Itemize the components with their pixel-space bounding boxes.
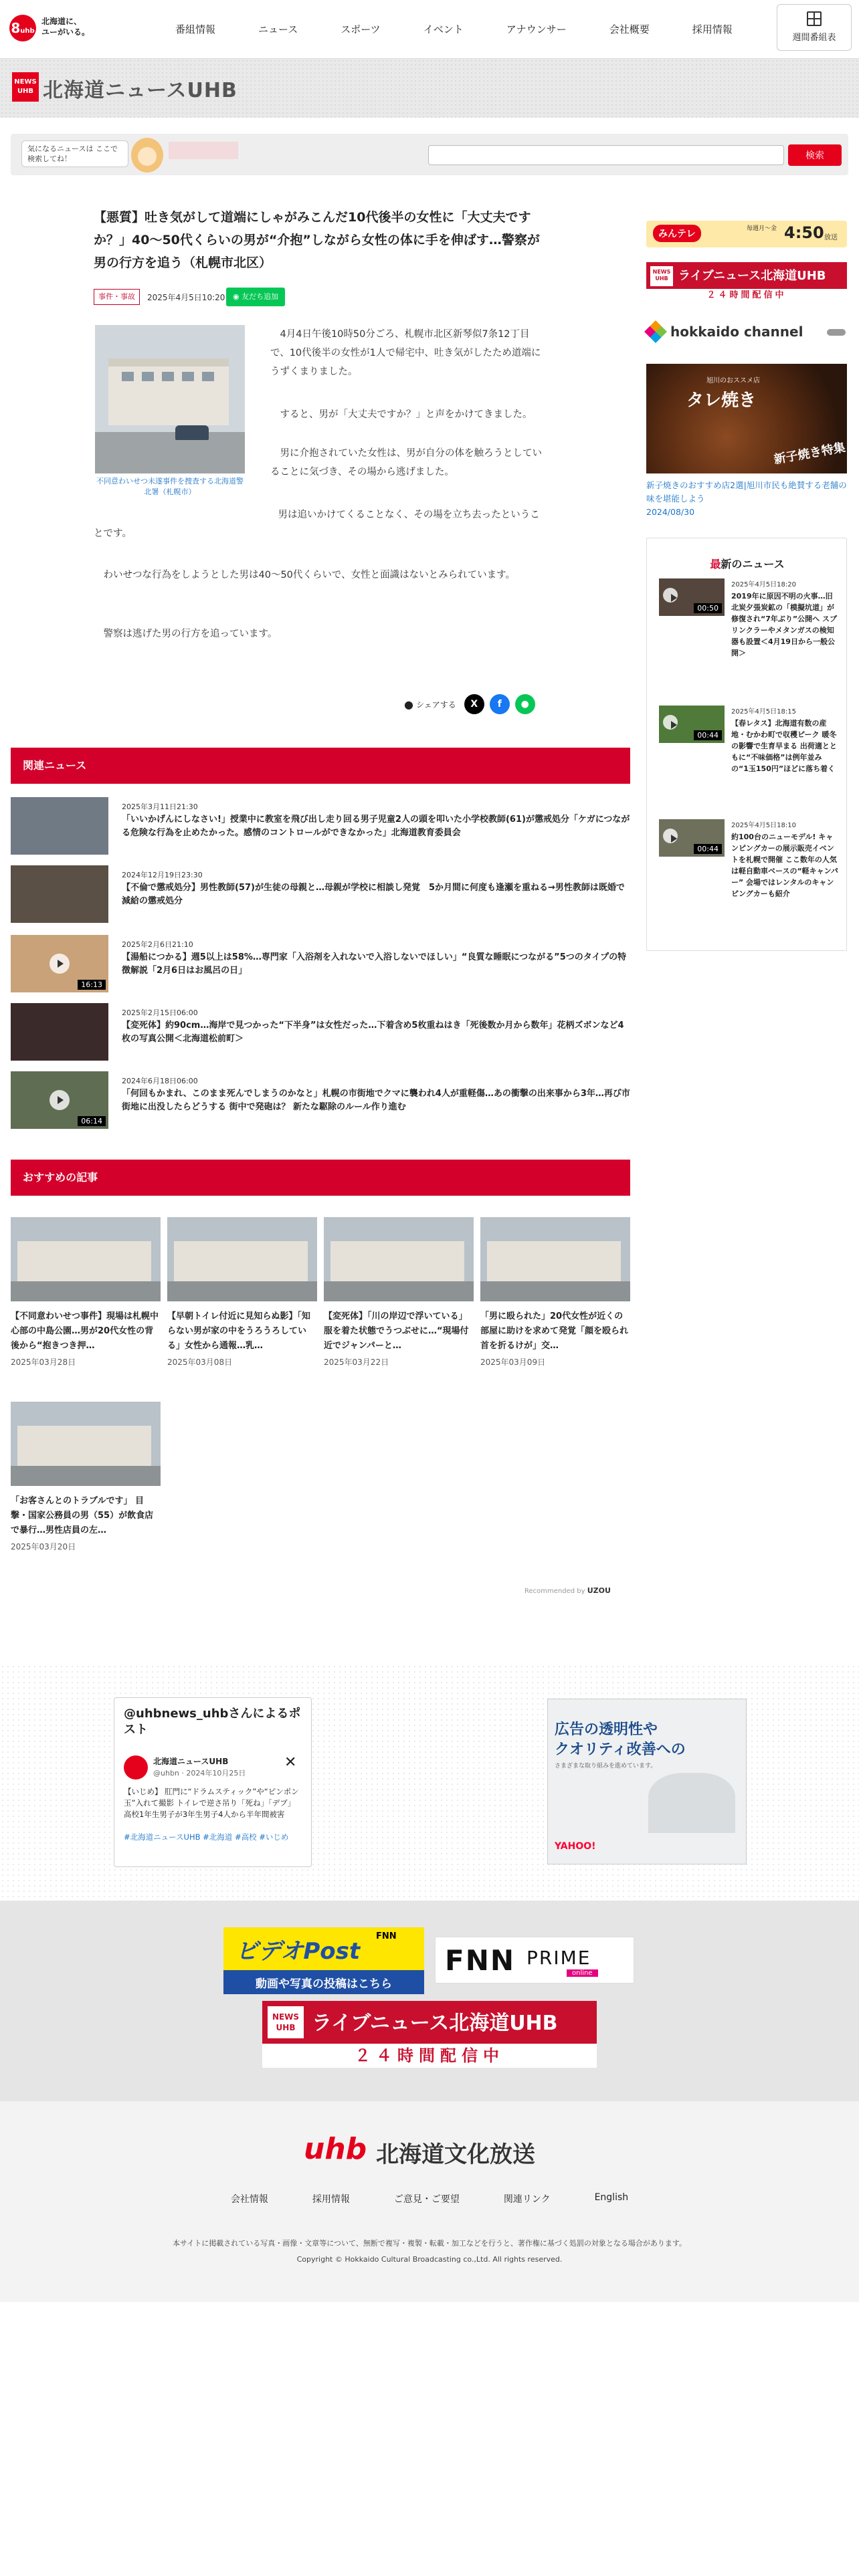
- related-heading: 関連ニュース: [11, 748, 630, 784]
- videopost-title: ビデオPost: [235, 1938, 361, 1965]
- recommended-date: 2025年03月28日: [11, 1358, 76, 1367]
- share-bubble-icon: ●: [404, 697, 413, 711]
- latest-heading-rest: 新のニュース: [721, 558, 785, 570]
- category-tag[interactable]: 事件・事故: [94, 289, 140, 305]
- mascot-icon: [131, 138, 163, 173]
- live-sub-large: ２４時間配信中: [262, 2044, 597, 2068]
- article-paragraph-5: わいせつな行為をしようとした男は40～50代くらいで、女性と面識はないとみられています。: [103, 570, 515, 580]
- hokkaido-channel-title: hokkaido channel: [670, 324, 803, 340]
- photo-road: [95, 432, 245, 473]
- recommended-title[interactable]: 【早朝トイレ付近に見知らぬ影】「知らない男が家の中をうろうろしている」女性から通報…乳…: [167, 1311, 310, 1351]
- search-button[interactable]: 検索: [788, 144, 842, 166]
- photo-window: [182, 372, 194, 381]
- article-paragraph-1: 4月4日午後10時50分ごろ、札幌市北区新琴似7条12丁目で、10代後半の女性が1人で帰宅中、吐き気がしたため道端にうずくまりました。: [270, 329, 541, 377]
- ad-line2: クオリティ改善への: [555, 1741, 686, 1758]
- recommended-title[interactable]: 「お客さんとのトラブルです」 目撃・国家公務員の男（55）が飲食店で暴行…男性店員の左…: [11, 1496, 154, 1535]
- nav-events[interactable]: イベント: [423, 23, 464, 35]
- related-thumbnail: [11, 797, 108, 855]
- tagline-line2: ユーがいる。: [41, 27, 90, 37]
- mintele-logo: みんテレ: [653, 225, 701, 242]
- related-title[interactable]: 【変死体】約90cm…海岸で見つかった“下半身”は女性だった…下着含め5枚重ねはき「死後数か月から数年」花柄ズボンなど4枚の写真公開＜北海道松前町＞: [122, 1021, 624, 1044]
- share-bar: [404, 694, 535, 714]
- recommended-heading: おすすめの記事: [11, 1160, 630, 1196]
- line-friend-button[interactable]: [226, 288, 285, 306]
- play-icon: [663, 588, 678, 603]
- related-thumbnail: [11, 1071, 108, 1129]
- search-bar: [11, 134, 848, 175]
- hokkaido-channel-header[interactable]: [646, 317, 847, 349]
- video-duration: 00:44: [694, 844, 722, 854]
- tv-schedule-label: 週間番組表: [792, 33, 836, 43]
- line-icon: ◉: [233, 292, 242, 301]
- nav-announcers[interactable]: アナウンサー: [506, 23, 567, 35]
- related-date: 2024年12月19日23:30: [122, 871, 203, 879]
- live-sub: ２４時間配信中: [646, 289, 847, 302]
- image-text-special: 新子焼き特集: [773, 440, 847, 467]
- related-date: 2025年2月6日21:10: [122, 940, 193, 949]
- footer-notice: 本サイトに掲載されている写真・画像・文章等について、無断で複写・複製・転載・加工などを行うと、著作権に基づく処罰の対象となる場合があります。: [173, 2239, 686, 2248]
- x-account-handle: @uhbn · 2024年10月25日: [153, 1769, 246, 1778]
- related-title[interactable]: 「何回もかまれ、このまま死んでしまうのかなと」札幌の市街地でクマに襲われ4人が重軽傷…あの衝撃の出来事から3年…再び市街地に出没したらどうする 街中で発砲は？ 新たな駆除のルール作り進む: [122, 1089, 630, 1112]
- related-thumbnail: [11, 1003, 108, 1061]
- recommended-card[interactable]: [11, 1217, 161, 1368]
- hokkaido-channel-image[interactable]: [646, 364, 847, 473]
- footer-copyright: Copyright © Hokkaido Cultural Broadcasting co.,Ltd. All rights reserved.: [296, 2255, 563, 2264]
- related-title[interactable]: 「いいかげんにしなさい!」授業中に教室を飛び出し走り回る男子児童2人の頭を叩いた小学校教師(61)が懲戒処分「ケガにつながる危険な行為を止めたかった。感情のコントロールができなかった」北海道教育委員会: [122, 815, 630, 838]
- play-icon: [663, 829, 678, 843]
- mintele-suffix: 放送: [824, 234, 838, 241]
- article-title: 【悪質】吐き気がして道端にしゃがみこんだ10代後半の女性に「大丈夫ですか？」40～50代くらいの男が“介抱”しながら女性の体に手を伸ばす…警察が男の行方を追う（札幌市北区）: [94, 210, 540, 270]
- mintele-time: 4:50: [784, 223, 824, 242]
- search-input[interactable]: [428, 145, 784, 165]
- footer-link-related[interactable]: 関連リンク: [503, 2194, 551, 2205]
- recommended-image: [480, 1217, 630, 1301]
- x-post-tags[interactable]: #北海道ニュースUHB #北海道 #高校 #いじめ: [124, 1832, 289, 1842]
- related-item[interactable]: [11, 865, 630, 923]
- latest-news-heading: [647, 556, 848, 571]
- logo-suffix: uhb: [20, 27, 35, 35]
- nav-sports[interactable]: スポーツ: [341, 23, 381, 35]
- recommended-title[interactable]: 【変死体】「川の岸辺で浮いている」服を着た状態でうつぶせに…“現場付近でジャンパーと…: [324, 1311, 469, 1351]
- recommended-image: [11, 1402, 161, 1486]
- x-account-name[interactable]: 北海道ニュースUHB: [153, 1757, 229, 1766]
- article-paragraph-2: すると、男が「大丈夫ですか？」と声をかけてきました。: [280, 409, 533, 420]
- photo-window: [122, 372, 134, 381]
- article-paragraph-4: 男は追いかけてくることなく、その場を立ち去ったということです。: [94, 510, 540, 539]
- latest-news-item[interactable]: [659, 819, 840, 898]
- fnn-prime-banner[interactable]: [435, 1937, 634, 1983]
- badge-icon: [827, 329, 846, 336]
- site-header: [0, 0, 859, 59]
- live-news-banner-large[interactable]: [262, 2001, 597, 2068]
- x-post-embed[interactable]: [114, 1697, 312, 1867]
- photo-caption: 不同意わいせつ未遂事件を捜査する北海道警北署（札幌市）: [96, 477, 244, 496]
- article-paragraph-3: 男に介抱されていた女性は、男が自分の体を触ろうとしていることに気づき、その場から逃げました。: [270, 448, 542, 477]
- x-logo-icon[interactable]: ✕: [284, 1754, 297, 1771]
- play-icon: [50, 954, 70, 974]
- recommended-date: 2025年03月09日: [480, 1358, 546, 1367]
- hkd-caption-date: 2024/08/30: [646, 507, 695, 517]
- latest-thumbnail: [659, 578, 725, 616]
- latest-title[interactable]: 【春レタス】北海道有数の産地・むかわ町で収穫ピーク 暖冬の影響で生育早まる 出荷適とともに“不味価格”は例年並みの“1玉150円”ほどに落ち着く: [731, 719, 837, 773]
- article-date: 2025年4月5日10:20: [147, 293, 225, 302]
- live-title-large: ライブニュース北海道UHB: [312, 2012, 558, 2035]
- x-post-text: 【いじめ】 肛門に“ドラムスティック”や“ピンポン玉”入れて撮影 トイレで逆さ吊り「死ね」「デブ」 高校1年生男子が3年生男子4人から半年間被害: [124, 1787, 299, 1819]
- photo-building: [108, 358, 229, 425]
- latest-title[interactable]: 2019年に原因不明の火事…旧北炭夕張炭鉱の「模擬坑道」が修復され“7年ぶり”公開へ スプリンクラーやメタンガスの検知器も設置＜4月19日から一般公開＞: [731, 592, 837, 657]
- nav-news[interactable]: ニュース: [258, 23, 298, 35]
- latest-date: 2025年4月5日18:10: [731, 822, 796, 829]
- grid-icon: [807, 11, 822, 26]
- tv-schedule-button[interactable]: [777, 4, 852, 51]
- photo-car: [175, 425, 209, 440]
- play-icon: [50, 1090, 70, 1110]
- footer-link-english[interactable]: English: [594, 2192, 629, 2203]
- related-item[interactable]: [11, 1003, 630, 1061]
- recommended-title[interactable]: 「男に殴られた」20代女性が近くの部屋に助けを求めて発覚「顔を殴られ首を折るけが」交…: [480, 1311, 629, 1351]
- live-news-banner[interactable]: [646, 262, 847, 302]
- mintele-banner[interactable]: [646, 221, 847, 247]
- image-text-big: タレ焼き: [686, 391, 757, 411]
- video-duration: 00:50: [694, 603, 722, 613]
- latest-news-item[interactable]: [659, 706, 840, 779]
- ad-line1: 広告の透明性や: [555, 1721, 658, 1738]
- site-footer: [0, 2101, 859, 2302]
- ad-line3: さまざまな取り組みを進めています。: [555, 1763, 657, 1769]
- related-title[interactable]: 【湯船につかる】週5以上は58%…専門家「入浴剤を入れないで入浴しないでほしい」“良質な睡眠につながる”5つのタイプの特徴解説「2月6日はお風呂の日」: [122, 952, 627, 976]
- related-title[interactable]: 【不倫で懲戒処分】男性教師(57)が生徒の母親と…母親が学校に相談し発覚 5か月間に何度も逢瀬を重ねる→男性教師は既婚で減給の懲戒処分: [122, 883, 625, 906]
- recommended-image: [167, 1217, 317, 1301]
- latest-date: 2025年4月5日18:15: [731, 708, 796, 716]
- uzou-logo: UZOU: [587, 1586, 611, 1595]
- footer-company-name: 北海道文化放送: [376, 2141, 535, 2168]
- hokkaido-channel-icon: [644, 320, 667, 343]
- recommended-date: 2025年03月22日: [324, 1358, 389, 1367]
- live-badge: NEWS UHB: [650, 266, 673, 286]
- account-avatar: [124, 1755, 148, 1780]
- latest-thumbnail: [659, 819, 725, 857]
- videopost-sub: 動画や写真の投稿はこちら: [256, 1977, 392, 1991]
- related-item[interactable]: [11, 797, 630, 855]
- latest-date: 2025年4月5日18:20: [731, 581, 796, 588]
- footer-links: [0, 2192, 859, 2206]
- photo-window: [162, 372, 174, 381]
- search-prompt-bubble: 気になるニュースは ここで検索してね！: [21, 140, 128, 167]
- logo-number: 8: [11, 20, 21, 36]
- recommended-card[interactable]: [11, 1402, 161, 1552]
- live-badge-large: NEWS UHB: [268, 2006, 304, 2038]
- video-duration: 16:13: [78, 980, 106, 990]
- recommended-by-label: Recommended by: [524, 1588, 585, 1595]
- related-thumbnail: [11, 865, 108, 923]
- fnn-logo: FNN: [445, 1944, 515, 1977]
- hkd-caption-text[interactable]: 新子焼きのおすすめ店2選|旭川市民も絶賛する老舗の味を堪能しよう: [646, 480, 847, 504]
- hokkaido-channel-caption[interactable]: [646, 479, 847, 519]
- prime-logo: PRIME: [527, 1947, 591, 1969]
- uhb-logo[interactable]: [9, 15, 36, 41]
- mintele-days: 毎週月～金: [747, 225, 777, 232]
- recommended-card[interactable]: [167, 1217, 317, 1368]
- recommended-image: [324, 1217, 474, 1301]
- main-nav: [154, 0, 754, 59]
- latest-news-item[interactable]: [659, 578, 840, 657]
- ad-banner[interactable]: [547, 1699, 747, 1864]
- share-label: シェアする: [415, 700, 456, 710]
- videopost-banner[interactable]: [223, 1927, 424, 1994]
- footer-link-recruit[interactable]: 採用情報: [312, 2194, 350, 2205]
- related-item[interactable]: [11, 1071, 630, 1129]
- article-paragraph-6: 警察は逃げた男の行方を追っています。: [103, 629, 278, 639]
- recommended-card[interactable]: [480, 1217, 630, 1368]
- recommended-title[interactable]: 【不同意わいせつ事件】現場は札幌中心部の中島公園…男が20代女性の背後から“抱きつき押…: [11, 1311, 159, 1351]
- latest-title[interactable]: 約100台のニューモデル! キャンピングカーの展示販売イベントを札幌で開催 ここ数年の人気は軽自動車ベースの“軽キャンパー” 会場ではレンタルのキャンピングカーも紹介: [731, 833, 838, 898]
- footer-link-feedback[interactable]: ご意見・ご要望: [393, 2194, 460, 2205]
- recommended-card[interactable]: [324, 1217, 474, 1368]
- latest-heading-accent: 最: [710, 558, 721, 570]
- article-photo: [95, 325, 245, 473]
- recommended-date: 2025年03月08日: [167, 1358, 233, 1367]
- nav-recruit[interactable]: 採用情報: [692, 23, 733, 35]
- related-date: 2024年6月18日06:00: [122, 1077, 198, 1085]
- latest-news-box: [646, 538, 847, 951]
- photo-window: [202, 372, 214, 381]
- x-post-title: @uhbnews_uhbさんによるポスト: [124, 1707, 301, 1737]
- line-share-icon[interactable]: ●: [515, 694, 535, 714]
- related-date: 2025年2月15日06:00: [122, 1008, 198, 1017]
- videopost-fnn: FNN: [376, 1931, 397, 1941]
- nav-programs[interactable]: 番組情報: [175, 23, 216, 35]
- video-duration: 06:14: [78, 1116, 106, 1126]
- news-uhb-badge: NEWS UHB: [12, 72, 39, 102]
- related-item[interactable]: [11, 935, 630, 992]
- prime-online: online: [567, 1969, 598, 1977]
- section-banner: [0, 59, 859, 118]
- footer-uhb-logo[interactable]: uhb: [304, 2132, 367, 2166]
- hand-illustration: [648, 1773, 735, 1833]
- facebook-share-icon[interactable]: f: [490, 694, 510, 714]
- image-text-small: 旭川のおススメ店: [706, 377, 760, 385]
- tagline: [41, 16, 90, 37]
- line-button-label: 友だち追加: [242, 292, 279, 301]
- decorative-stripe: [169, 142, 238, 159]
- recommended-image: [11, 1217, 161, 1301]
- section-title: 北海道ニュースUHB: [43, 79, 237, 102]
- video-duration: 00:44: [694, 730, 722, 740]
- footer-link-company[interactable]: 会社情報: [230, 2194, 268, 2205]
- recommended-date: 2025年03月20日: [11, 1542, 76, 1551]
- latest-thumbnail: [659, 706, 725, 743]
- related-date: 2025年3月11日21:30: [122, 802, 198, 811]
- nav-company[interactable]: 会社概要: [609, 23, 650, 35]
- related-thumbnail: [11, 935, 108, 992]
- play-icon: [663, 715, 678, 730]
- live-title: ライブニュース北海道UHB: [678, 269, 826, 283]
- recommended-by[interactable]: [524, 1586, 611, 1595]
- x-share-icon[interactable]: X: [464, 694, 484, 714]
- photo-window: [142, 372, 154, 381]
- page-bottom-blank: [0, 2302, 859, 2576]
- tagline-line1: 北海道に、: [41, 17, 82, 26]
- yahoo-logo: YAHOO!: [555, 1841, 596, 1852]
